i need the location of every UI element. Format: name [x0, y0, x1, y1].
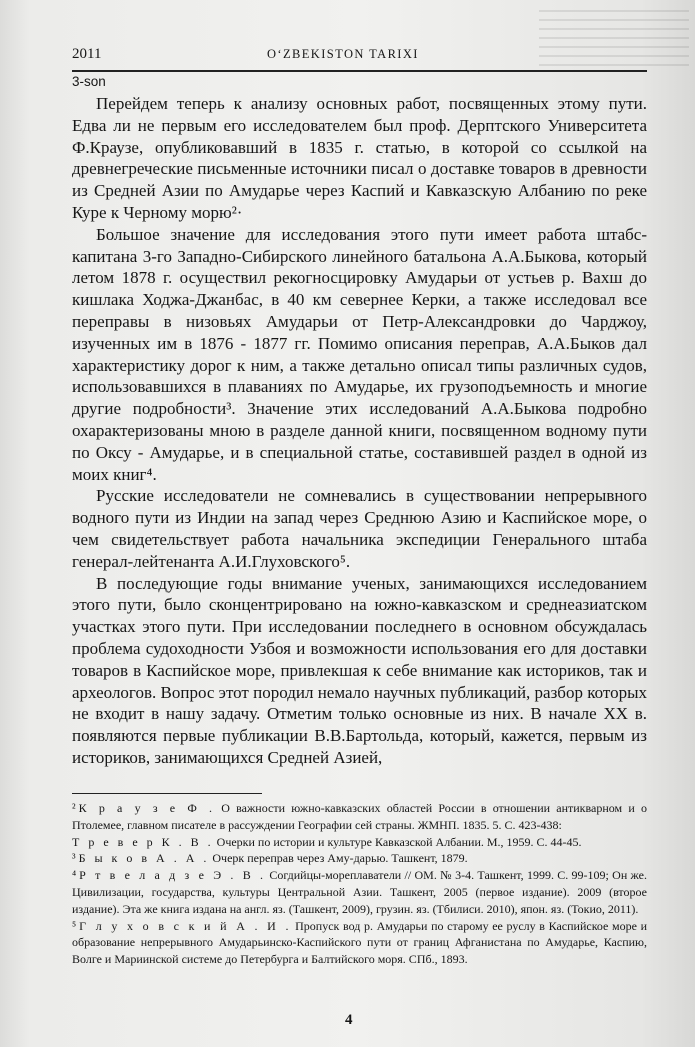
footnote-author: ²К р а у з е Ф .	[72, 801, 216, 815]
running-header	[72, 46, 642, 66]
footnote	[72, 918, 647, 968]
footnote-text: Пропуск вод р. Амударьи по старому ее руслу в Каспийское море и образование непрерывного Амударьинско-Каспийского пути от границ Афганистана по Амударье, Каспию, Волге и Мариинской системе до Петербурга и Балтийского моря. СПб., 1893.	[72, 918, 648, 967]
paragraph: Большое значение для исследования этого пути имеет работа штабс-капитана 3-го Западно-Сибирского линейного батальона А.А.Быкова, который летом 1878 г. осуществил рекогносцировку Амударьи от устьев р. Вахш до кишлака Ходжа-Джанбас, в 40 км севернее Керки, а также исследовал все переправы в низовьях Амударьи от Петр-Александровки до Чарджоу, изученных им в 1876 - 1877 гг. Помимо описания переправ, А.А.Быков дал характеристику дорог к ним, а также детально описал типы различных судов, использовавшихся в плаваниях по Амударье, их грузоподъемность и многие другие подробности³. Значение этих исследований А.А.Быкова подробно охарактеризованы мною в разделе данной книги, посвященном водному пути по Оксу - Амударье, и в специальной статье, составившей раздел в одной из моих книг⁴.	[72, 224, 647, 484]
footnote-author: ⁵Г л у х о в с к и й А . И .	[72, 918, 292, 933]
footnote	[72, 834, 647, 851]
footnote-text: Согдийцы-мореплаватели // ОМ. № 3-4. Ташкент, 1999. С. 99-109; Он же. Цивилизации, государства, культуры Центральной Азии. Ташкент, 2005 (первое издание). 2009 (второе издание). Эта же книга издана на англ. яз. (Ташкент, 2009), грузин. яз. (Тбилиси. 2010), япон. яз. (Токио, 2011).	[72, 868, 647, 916]
footnote-text: Очерк переправ через Аму-дарью. Ташкент, 1879.	[212, 851, 468, 866]
header-rule	[72, 70, 647, 72]
paragraph: Русские исследователи не сомневались в существовании непрерывного водного пути из Индии на запад через Среднюю Азию и Каспийское море, о чем свидетельствует работа начальника экспедиции Генерального штаба генерал-лейтенанта А.И.Глуховского⁵.	[72, 486, 647, 571]
footnote-author: ³Б ы к о в А . А .	[72, 851, 210, 866]
article-body	[72, 93, 647, 769]
paragraph: Перейдем теперь к анализу основных работ, посвященных этому пути. Едва ли не первым его исследователем был проф. Дерптского Университета Ф.Краузе, опубликовавший в 1835 г. статью, в которой со ссылкой на древнегреческие письменные источники писал о доставке товаров в древности из Средней Азии по Амударье через Каспий и Кавказскую Албанию по реке Куре к Черному морю²·	[72, 94, 647, 222]
header-journal-title: O‘ZBEKISTON TARIXI	[267, 47, 419, 61]
footnote	[72, 800, 647, 834]
footnote	[72, 867, 647, 917]
footnotes	[72, 800, 647, 968]
footnote-text: Очерки по истории и культуре Кавказской Албании. М., 1959. С. 44-45.	[216, 834, 582, 849]
page-number: 4	[345, 1012, 353, 1028]
paragraph: В последующие годы внимание ученых, занимающихся исследованием этого пути, было сконцентрировано на южно-кавказском и среднеазиатском участках этого пути. При исследовании последнего в основном обсуждалась проблема судоходности Узбоя и возможности использования его для доставки товаров в Каспийское море, привлекшая к себе внимание как историков, так и археологов. Вопрос этот породил немало научных публикаций, разбор которых не входит в нашу задачу. Отметим только основные из них. В начале XX в. появляются первые публикации В.В.Бартольда, который, кажется, первым из историков, занимающихся Средней Азией,	[72, 573, 647, 767]
footnote-author: Т р е в е р К . В .	[72, 834, 214, 849]
issue-label: 3-son	[72, 74, 106, 89]
footnote	[72, 850, 647, 867]
footnote-text: О важности южно-кавказских областей России в отношении антикварном и о Птолемее, главном писателе в рассуждении Географии сей страны. ЖМНП. 1835. 5. С. 423-438:	[72, 801, 648, 832]
header-year: 2011	[72, 46, 102, 62]
footnote-separator	[72, 793, 262, 794]
footnote-author: ⁴Р т в е л а д з е Э . В .	[72, 868, 267, 883]
